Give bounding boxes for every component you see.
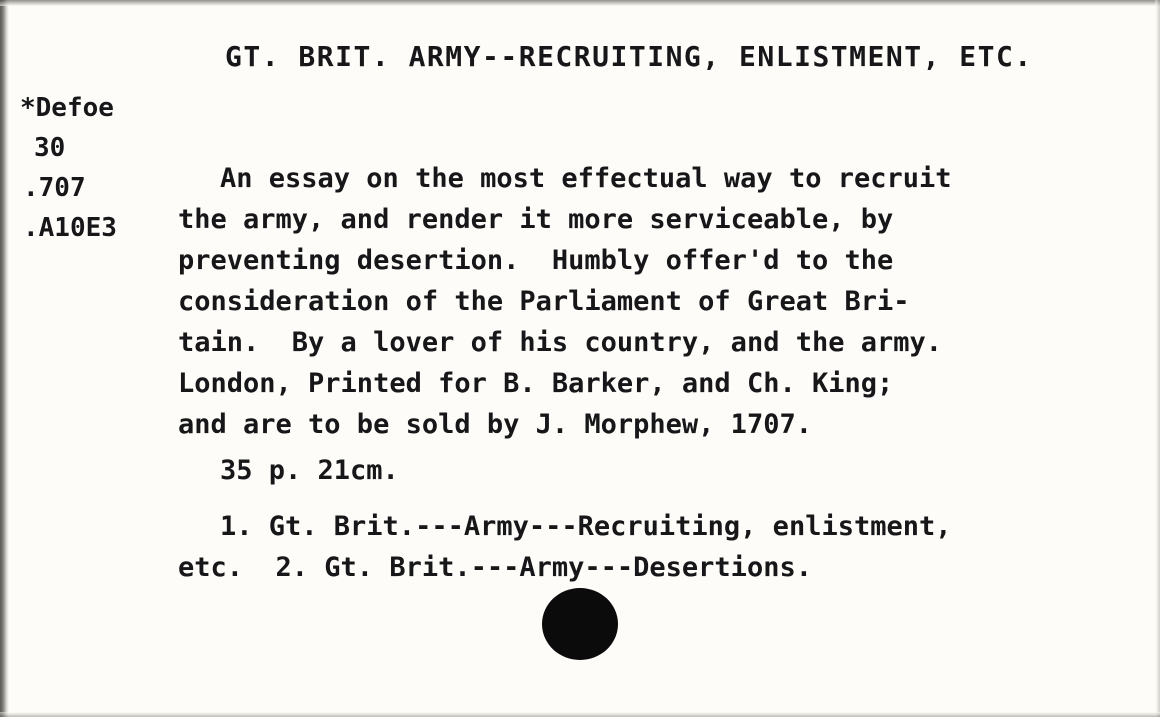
title-line-5: tain. By a lover of his country, and the army. (178, 327, 943, 358)
title-line-1-text: An essay on the most effectual way to recruit (220, 163, 952, 194)
card-top-edge (0, 0, 1160, 6)
collation-text: 35 p. 21cm. (220, 455, 399, 486)
title-statement-block (178, 158, 1138, 445)
punch-hole-icon (542, 588, 618, 660)
card-bottom-edge (0, 712, 1160, 717)
call-number-block (20, 88, 117, 248)
tracing-line-1 (178, 506, 1138, 547)
tracings-block (178, 506, 1138, 588)
subject-heading: GT. BRIT. ARMY--RECRUITING, ENLISTMENT, ETC. (225, 40, 1033, 73)
imprint-line-2: and are to be sold by J. Morphew, 1707. (178, 409, 812, 440)
imprint-line-1: London, Printed for B. Barker, and Ch. King; (178, 368, 894, 399)
collation-statement (178, 450, 399, 491)
call-number-line-4: .A10E3 (23, 213, 117, 243)
card-right-edge (1155, 0, 1160, 717)
tracing-line-2: etc. 2. Gt. Brit.---Army---Desertions. (178, 552, 812, 583)
call-number-line-3: .707 (23, 173, 86, 203)
call-number-line-1: *Defoe (20, 93, 114, 123)
title-line-3: preventing desertion. Humbly offer'd to the (178, 245, 894, 276)
card-left-edge (0, 0, 9, 717)
title-line-2: the army, and render it more serviceable, by (178, 204, 894, 235)
title-line-4: consideration of the Parliament of Great Bri- (178, 286, 910, 317)
tracing-line-1-text: 1. Gt. Brit.---Army---Recruiting, enlistment, (220, 511, 952, 542)
title-line-1 (178, 158, 1138, 199)
call-number-line-2: 30 (34, 133, 66, 163)
